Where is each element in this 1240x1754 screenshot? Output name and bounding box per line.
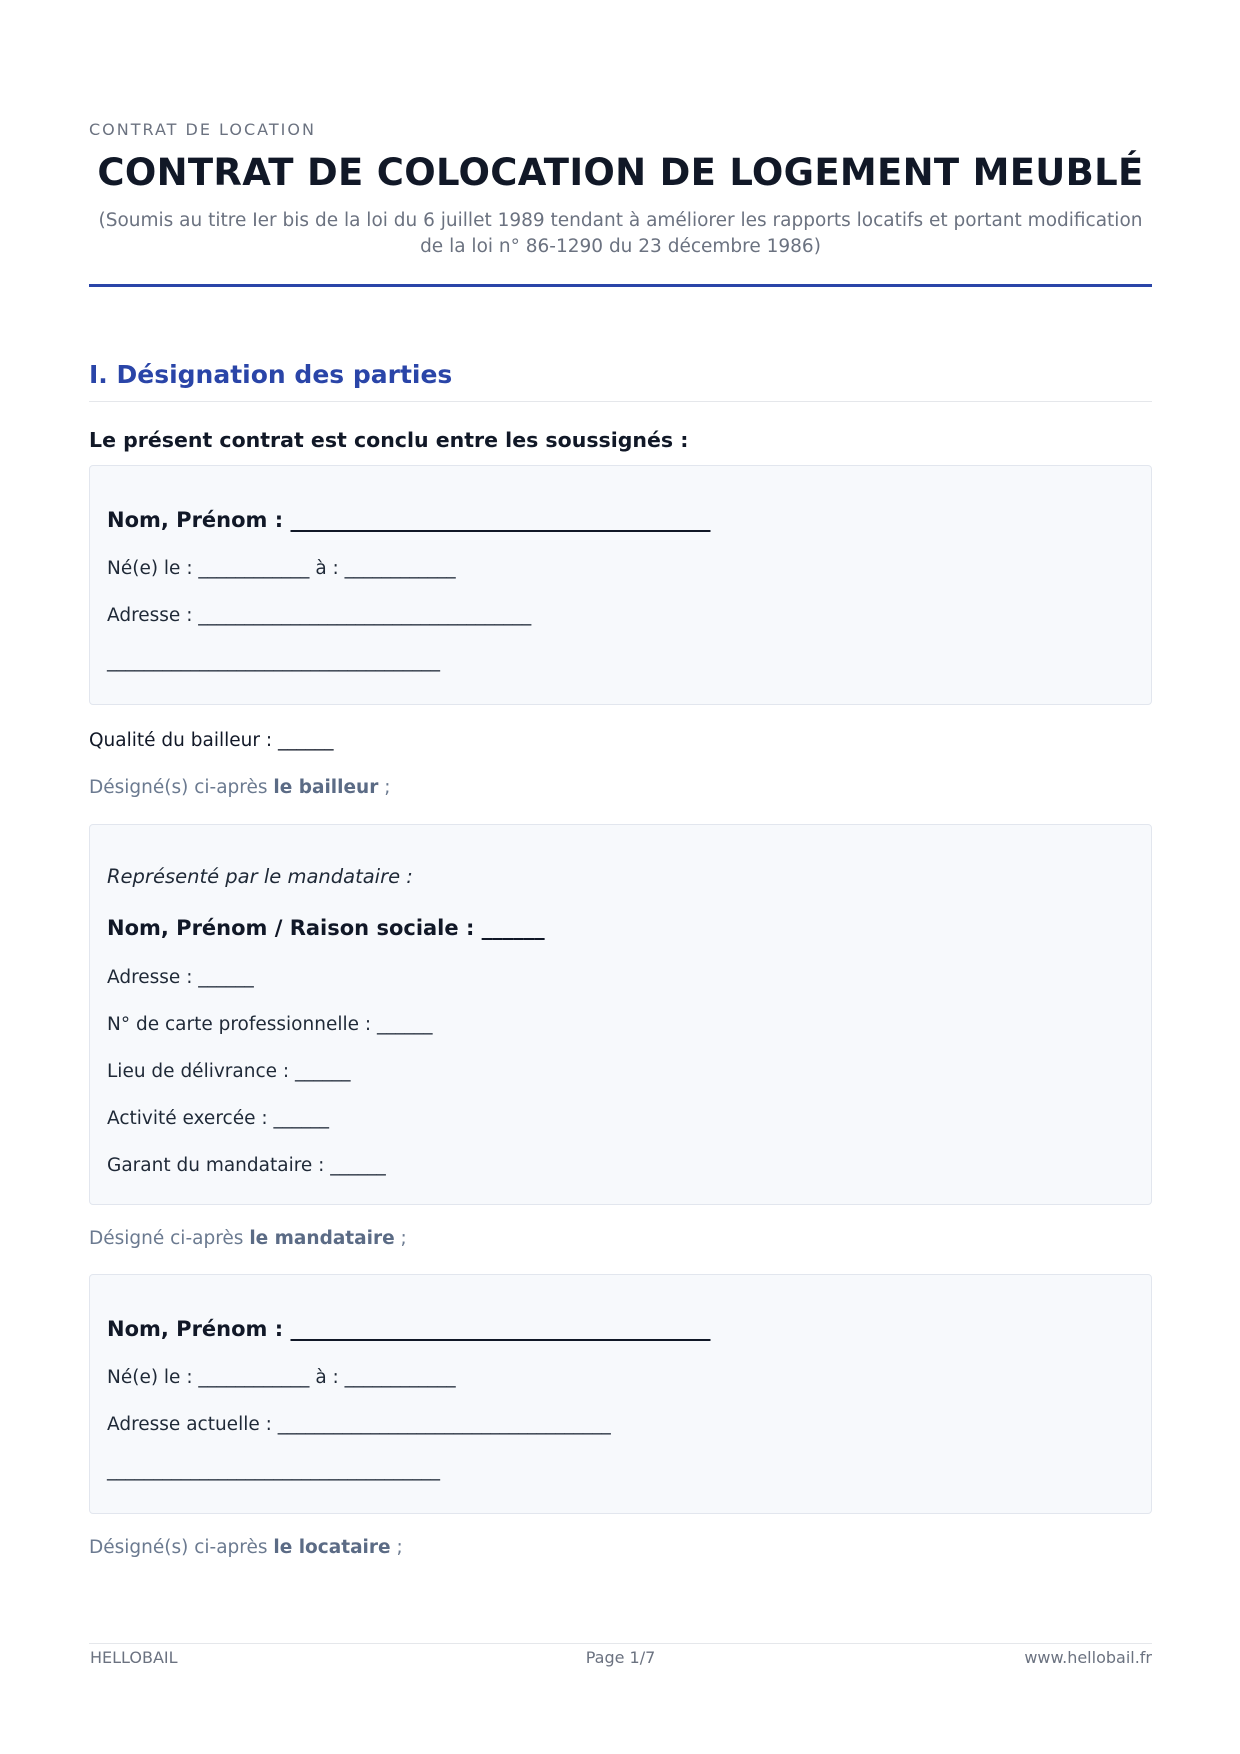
bailleur-quality-field[interactable]: Qualité du bailleur : ______: [89, 730, 334, 751]
title-divider: [89, 284, 1152, 287]
footer-website-link[interactable]: www.hellobail.fr: [1024, 1648, 1152, 1667]
section-intro: Le présent contrat est conclu entre les soussignés :: [89, 428, 689, 452]
locataire-card: [89, 1274, 1152, 1514]
designation-suffix: ;: [394, 1228, 407, 1249]
mandataire-represented-label: Représenté par le mandataire :: [107, 865, 413, 888]
document-title: CONTRAT DE COLOCATION DE LOGEMENT MEUBLÉ: [97, 151, 1144, 194]
designation-prefix: Désigné(s) ci-après: [89, 1537, 274, 1558]
section-divider: [89, 401, 1152, 402]
bailleur-card: [89, 465, 1152, 705]
designation-prefix: Désigné(s) ci-après: [89, 777, 274, 798]
bailleur-address-field[interactable]: Adresse : ____________________________________: [107, 605, 532, 626]
locataire-address-field[interactable]: Adresse actuelle : ____________________________________: [107, 1414, 611, 1435]
designation-role: le mandataire: [249, 1228, 395, 1249]
mandataire-guarantor-field[interactable]: Garant du mandataire : ______: [107, 1155, 386, 1176]
mandataire-card: [89, 824, 1152, 1205]
mandataire-designation: [89, 1228, 407, 1249]
bailleur-birth-field[interactable]: Né(e) le : ____________ à : ____________: [107, 558, 456, 579]
locataire-address-extra-field[interactable]: ____________________________________: [107, 1460, 440, 1481]
designation-role: le locataire: [273, 1537, 391, 1558]
footer-brand: HELLOBAIL: [90, 1648, 178, 1667]
mandataire-issue-place-field[interactable]: Lieu de délivrance : ______: [107, 1061, 351, 1082]
bailleur-designation: [89, 777, 390, 798]
designation-suffix: ;: [390, 1537, 403, 1558]
mandataire-card-number-field[interactable]: N° de carte professionnelle : ______: [107, 1014, 433, 1035]
mandataire-name-field[interactable]: Nom, Prénom / Raison sociale : ______: [107, 916, 545, 940]
designation-suffix: ;: [378, 777, 391, 798]
footer-divider: [89, 1643, 1152, 1644]
section-title: I. Désignation des parties: [89, 360, 453, 389]
locataire-birth-field[interactable]: Né(e) le : ____________ à : ____________: [107, 1367, 456, 1388]
document-subtitle: (Soumis au titre Ier bis de la loi du 6 juillet 1989 tendant à améliorer les rapports locatifs et portant modification de la loi n° 86-1290 du 23 décembre 1986): [98, 210, 1143, 257]
document-kicker: CONTRAT DE LOCATION: [89, 120, 316, 139]
locataire-name-field[interactable]: Nom, Prénom : ________________________________________: [107, 1317, 711, 1341]
bailleur-address-extra-field[interactable]: ____________________________________: [107, 651, 440, 672]
bailleur-name-field[interactable]: Nom, Prénom : ________________________________________: [107, 508, 711, 532]
designation-role: le bailleur: [273, 777, 379, 798]
mandataire-activity-field[interactable]: Activité exercée : ______: [107, 1108, 329, 1129]
mandataire-address-field[interactable]: Adresse : ______: [107, 967, 254, 988]
locataire-designation: [89, 1537, 403, 1558]
designation-prefix: Désigné ci-après: [89, 1228, 250, 1249]
footer-page-number: Page 1/7: [585, 1648, 656, 1667]
